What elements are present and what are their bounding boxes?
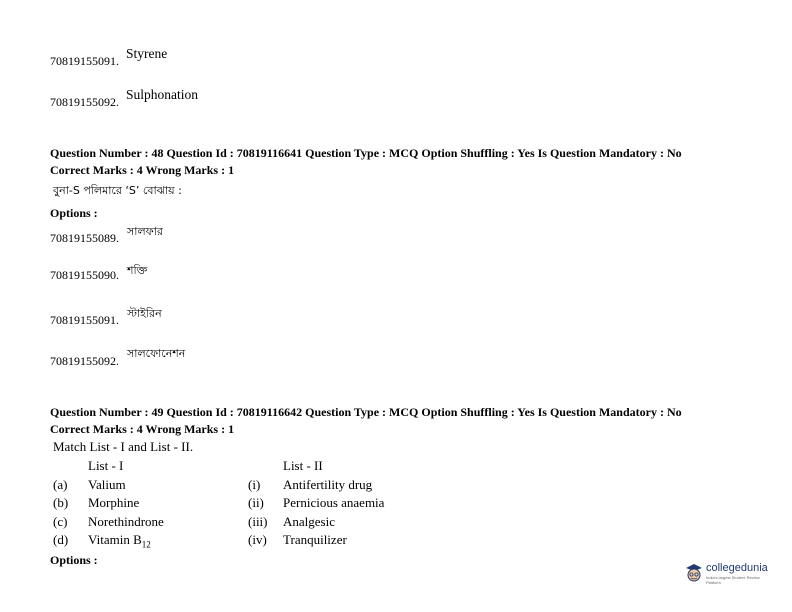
option-text: শক্তি xyxy=(127,264,148,277)
collegedunia-watermark xyxy=(684,560,774,588)
match-left-item: Norethindrone xyxy=(88,514,164,529)
match-left-label: (b) xyxy=(53,495,69,510)
list1-title: List - I xyxy=(88,458,124,473)
option-id: 70819155091. xyxy=(50,54,119,68)
match-right-item: Pernicious anaemia xyxy=(283,495,385,510)
option-id: 70819155091. xyxy=(50,313,119,327)
question-header: Question Number : 49 Question Id : 70819116642 Question Type : MCQ Option Shuffling : Yes Is Question Mandatory : No xyxy=(50,405,682,419)
vitamin-name: Vitamin B xyxy=(88,532,142,547)
match-right-label: (iv) xyxy=(248,532,267,547)
match-right-item: Tranquilizer xyxy=(283,532,347,547)
match-left-label: (c) xyxy=(53,514,68,529)
match-right-item: Antifertility drug xyxy=(283,477,373,492)
match-left-item: Morphine xyxy=(88,495,140,510)
brand-name: collegedunia xyxy=(706,562,768,574)
question-marks: Correct Marks : 4 Wrong Marks : 1 xyxy=(50,422,235,436)
match-right-item: Analgesic xyxy=(283,514,335,529)
question-text: বুনা-S পলিমারে ‘S’ বোঝায় : xyxy=(53,184,182,197)
match-right-label: (i) xyxy=(248,477,261,492)
options-label: Options : xyxy=(50,553,98,567)
match-right-label: (iii) xyxy=(248,514,268,529)
match-left-label: (a) xyxy=(53,477,68,492)
option-text: সালফোনেশন xyxy=(127,347,186,360)
mascot-icon xyxy=(684,562,704,584)
brand-tagline: India's largest Student Review Platform xyxy=(706,575,760,585)
option-text: স্টাইরিন xyxy=(127,307,162,320)
option-text: Sulphonation xyxy=(126,87,199,102)
list2-title: List - II xyxy=(283,458,323,473)
question-header: Question Number : 48 Question Id : 70819116641 Question Type : MCQ Option Shuffling : Yes Is Question Mandatory : No xyxy=(50,146,682,160)
option-id: 70819155089. xyxy=(50,231,119,245)
vitamin-subscript: 12 xyxy=(141,539,151,550)
match-left-item: Valium xyxy=(88,477,126,492)
match-right-label: (ii) xyxy=(248,495,264,510)
match-left-label: (d) xyxy=(53,532,69,547)
question-text: Match List - I and List - II. xyxy=(53,439,194,454)
option-text: সালফার xyxy=(127,225,163,238)
match-left-item xyxy=(88,532,151,550)
option-id: 70819155090. xyxy=(50,268,119,282)
question-marks: Correct Marks : 4 Wrong Marks : 1 xyxy=(50,163,235,177)
options-label: Options : xyxy=(50,206,98,220)
option-id: 70819155092. xyxy=(50,354,119,368)
option-text: Styrene xyxy=(126,46,168,61)
option-id: 70819155092. xyxy=(50,95,119,109)
